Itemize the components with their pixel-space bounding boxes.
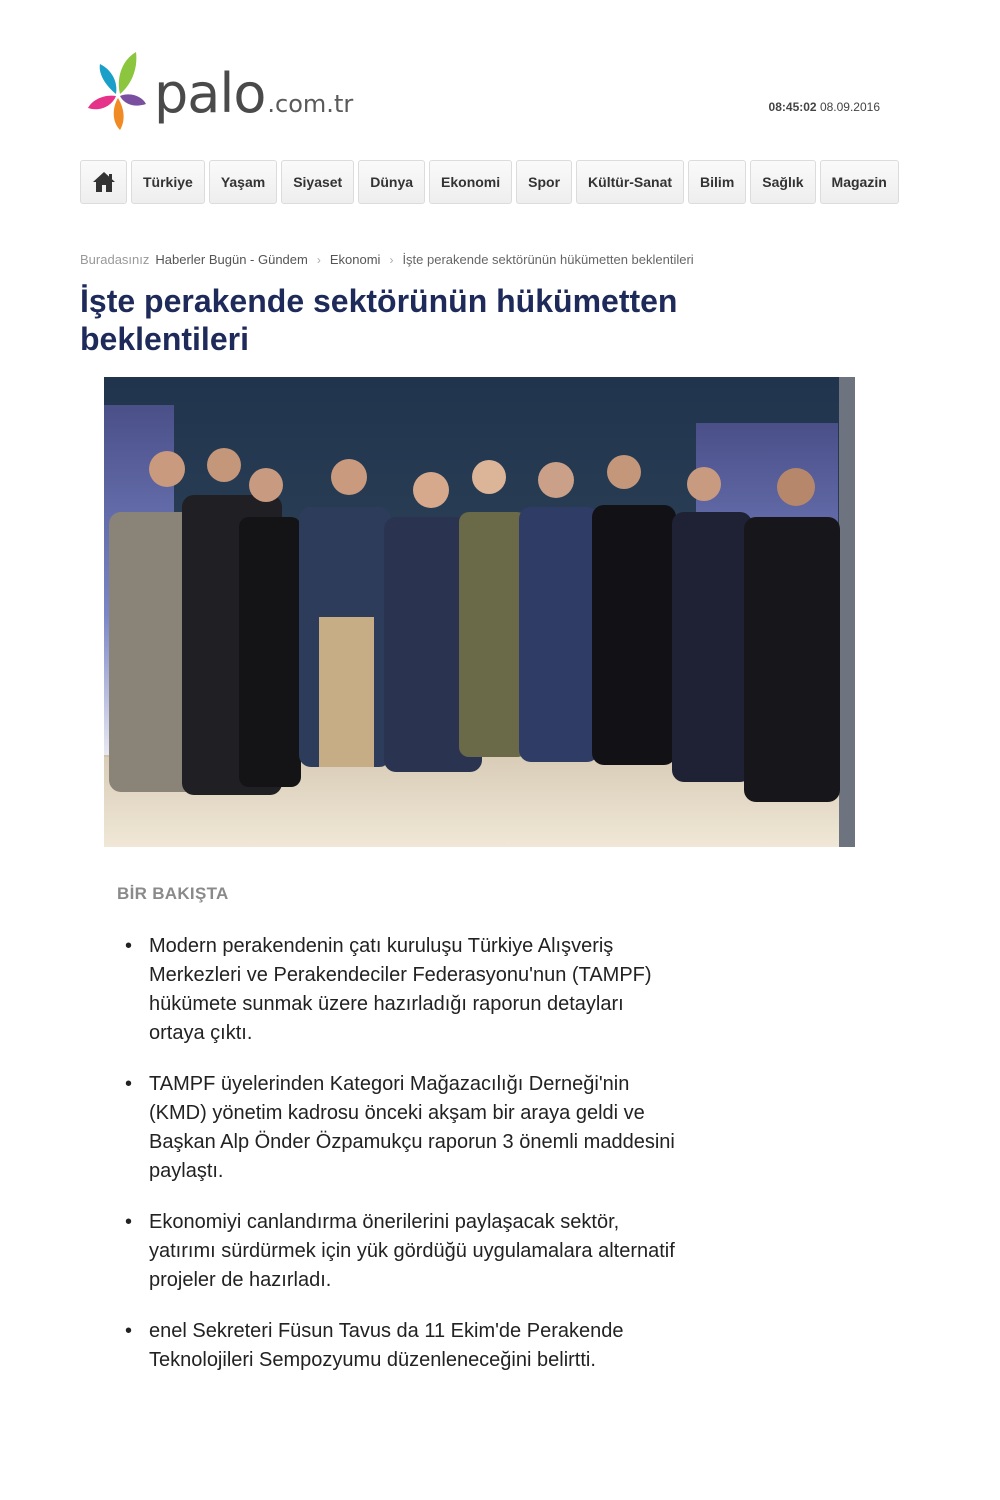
logo-wordmark: palo [154, 61, 266, 125]
breadcrumb-link-gundem[interactable]: Haberler Bugün - Gündem [155, 252, 308, 267]
list-item: • Ekonomiyi canlandırma önerilerini paylaşacak sektör, yatırımı sürdürmek için yük gördüğü uygulamalara alternatif projeler de hazırladı. [117, 1208, 677, 1295]
nav-item-yasam[interactable]: Yaşam [209, 160, 277, 204]
flower-logo-icon [86, 48, 148, 138]
nav-item-saglik[interactable]: Sağlık [750, 160, 815, 204]
clock-date: 08.09.2016 [819, 100, 880, 114]
nav-item-ekonomi[interactable]: Ekonomi [429, 160, 512, 204]
nav-home-button[interactable] [80, 160, 127, 204]
article-title: İşte perakende sektörünün hükümetten beklentileri [80, 283, 678, 357]
clock-time: 08:45:02 [768, 100, 817, 114]
summary-box [117, 884, 677, 1397]
list-item: • enel Sekreteri Füsun Tavus da 11 Ekim'de Perakende Teknolojileri Sempozyumu düzenleneceğini belirtti. [117, 1317, 677, 1375]
date-time [769, 100, 880, 114]
nav-item-turkiye[interactable]: Türkiye [131, 160, 205, 204]
breadcrumb-current: İşte perakende sektörünün hükümetten beklentileri [402, 252, 694, 267]
article-photo [104, 377, 855, 847]
nav-item-dunya[interactable]: Dünya [358, 160, 425, 204]
nav-item-spor[interactable]: Spor [516, 160, 572, 204]
nav-item-magazin[interactable]: Magazin [820, 160, 899, 204]
site-header [80, 40, 920, 140]
home-icon [92, 171, 116, 193]
chevron-right-icon: › [316, 252, 321, 267]
logo-tld: .com.tr [267, 89, 354, 118]
breadcrumb [80, 252, 694, 267]
main-nav [80, 160, 899, 204]
list-item: • Modern perakendenin çatı kuruluşu Türkiye Alışveriş Merkezleri ve Perakendeciler Federasyonu'nun (TAMPF) hükümete sunmak üzere hazırladığı raporun detayları ortaya çıktı. [117, 932, 677, 1048]
chevron-right-icon: › [389, 252, 394, 267]
nav-item-bilim[interactable]: Bilim [688, 160, 746, 204]
breadcrumb-lead: Buradasınız [80, 252, 150, 267]
breadcrumb-link-ekonomi[interactable]: Ekonomi [329, 252, 381, 267]
list-item: • TAMPF üyelerinden Kategori Mağazacılığı Derneği'nin (KMD) yönetim kadrosu önceki akşam bir araya geldi ve Başkan Alp Önder Özpamukçu raporun 3 önemli maddesini paylaştı. [117, 1070, 677, 1186]
site-logo[interactable] [86, 48, 353, 138]
summary-list [117, 932, 677, 1375]
summary-heading: BİR BAKIŞTA [117, 884, 229, 903]
nav-item-kultur-sanat[interactable]: Kültür-Sanat [576, 160, 684, 204]
nav-item-siyaset[interactable]: Siyaset [281, 160, 354, 204]
